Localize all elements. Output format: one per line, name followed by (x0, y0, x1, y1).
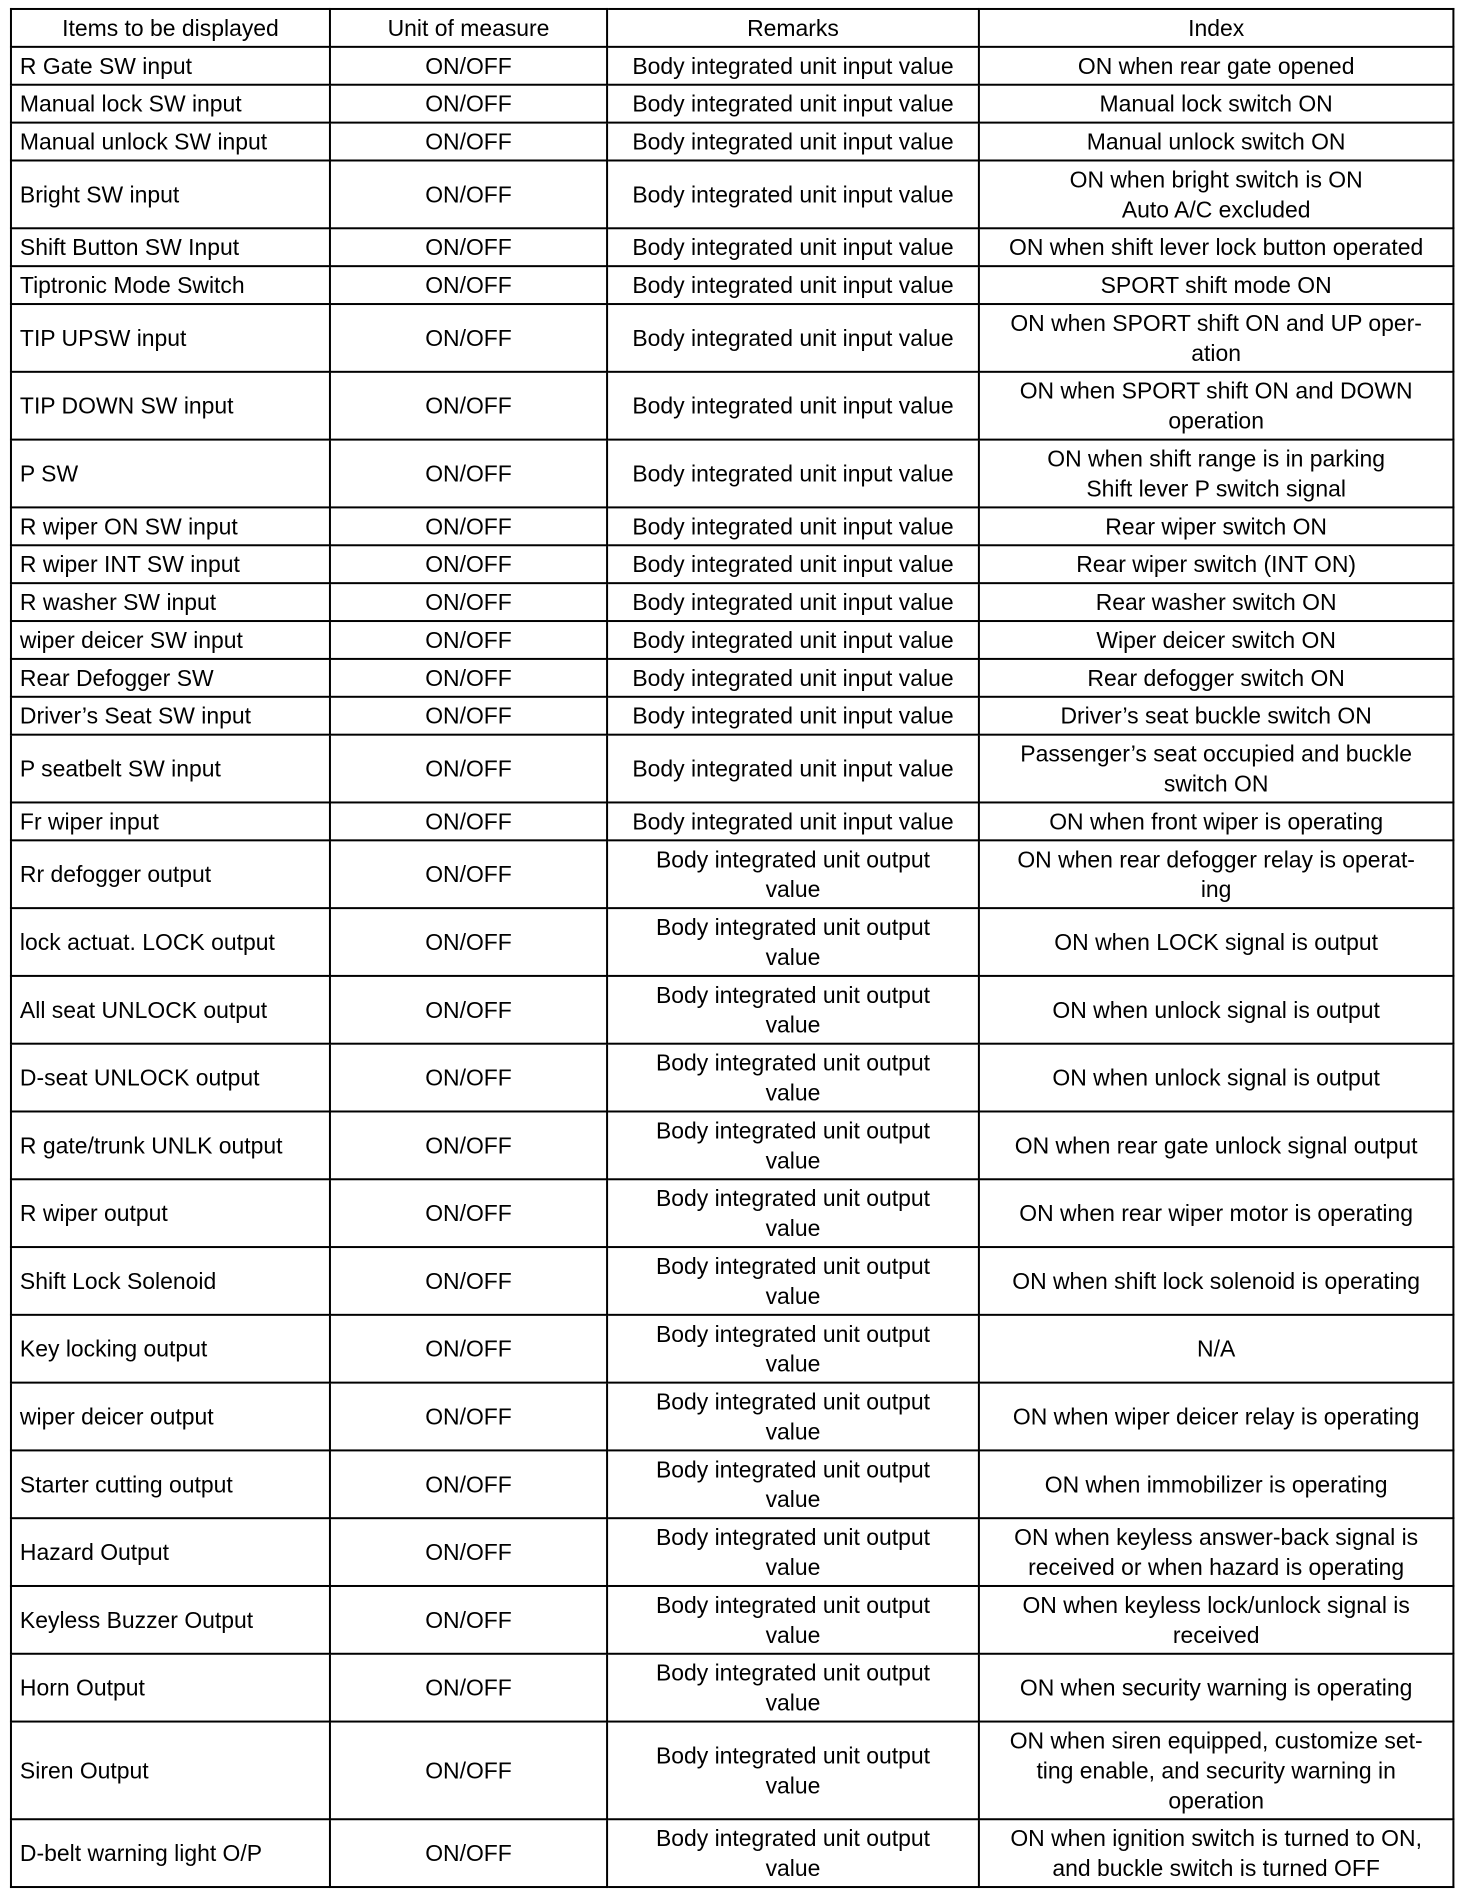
unit-cell: ON/OFF (330, 304, 607, 372)
index-line: ON when shift lock solenoid is operating (1012, 1267, 1421, 1294)
index-cell (979, 1383, 1453, 1451)
unit-cell: ON/OFF (330, 1247, 607, 1315)
index-line: Manual unlock switch ON (1086, 128, 1346, 155)
remarks-line: Body integrated unit input value (632, 52, 954, 79)
index-line: received (1172, 1621, 1260, 1648)
index-line: ON when rear gate opened (1077, 52, 1355, 79)
index-cell (979, 507, 1453, 545)
item-name-cell: Driver’s Seat SW input (11, 697, 330, 735)
remarks-line: Body integrated unit output (655, 1524, 931, 1551)
remarks-line: Body integrated unit output (655, 981, 931, 1008)
remarks-cell (607, 908, 979, 976)
remarks-cell (607, 976, 979, 1044)
data-item-table (10, 8, 1454, 1888)
remarks-line: value (765, 1147, 821, 1174)
remarks-line: value (765, 1418, 821, 1445)
index-cell (979, 545, 1453, 583)
item-name-cell: wiper deicer SW input (11, 621, 330, 659)
index-line: received or when hazard is operating (1028, 1554, 1405, 1580)
remarks-cell (607, 621, 979, 659)
remarks-cell (607, 440, 979, 508)
index-cell (979, 1654, 1453, 1722)
remarks-cell (607, 1819, 979, 1887)
index-cell (979, 228, 1453, 266)
unit-cell: ON/OFF (330, 1044, 607, 1112)
unit-cell: ON/OFF (330, 440, 607, 508)
index-line: Rear defogger switch ON (1087, 664, 1345, 691)
table-row (11, 304, 1453, 372)
remarks-line: Body integrated unit input value (632, 808, 954, 835)
unit-cell: ON/OFF (330, 697, 607, 735)
index-line: ing (1200, 876, 1232, 903)
unit-cell: ON/OFF (330, 228, 607, 266)
remarks-cell (607, 1518, 979, 1586)
remarks-cell (607, 160, 979, 228)
unit-cell: ON/OFF (330, 85, 607, 123)
index-line: ting enable, and security warning in (1036, 1757, 1396, 1784)
table-row (11, 735, 1453, 803)
item-name-cell: Key locking output (11, 1315, 330, 1383)
unit-cell: ON/OFF (330, 266, 607, 304)
remarks-line: Body integrated unit output (655, 1388, 931, 1415)
remarks-line: value (765, 1282, 821, 1309)
index-line: ON when siren equipped, customize set- (1009, 1727, 1423, 1754)
item-name-cell: R washer SW input (11, 583, 330, 621)
remarks-line: value (765, 1621, 821, 1648)
index-cell (979, 1315, 1453, 1383)
index-line: ON when bright switch is ON (1069, 166, 1363, 193)
remarks-cell (607, 304, 979, 372)
remarks-line: value (765, 1486, 821, 1513)
table-row (11, 1383, 1453, 1451)
item-name-cell: R wiper INT SW input (11, 545, 330, 583)
unit-cell: ON/OFF (330, 735, 607, 803)
unit-cell: ON/OFF (330, 123, 607, 161)
header-unit: Unit of measure (330, 9, 607, 47)
item-name-cell: Siren Output (11, 1722, 330, 1820)
table-row (11, 266, 1453, 304)
remarks-line: Body integrated unit output (655, 1320, 931, 1347)
table-row (11, 372, 1453, 440)
remarks-cell (607, 85, 979, 123)
remarks-cell (607, 802, 979, 840)
remarks-line: Body integrated unit output (655, 1456, 931, 1483)
index-cell (979, 621, 1453, 659)
table-row (11, 1044, 1453, 1112)
table-row (11, 659, 1453, 697)
remarks-line: Body integrated unit input value (632, 324, 954, 351)
unit-cell: ON/OFF (330, 1518, 607, 1586)
unit-cell: ON/OFF (330, 1179, 607, 1247)
index-line: ON when SPORT shift ON and UP oper- (1010, 310, 1422, 336)
item-name-cell: R wiper output (11, 1179, 330, 1247)
remarks-line: Body integrated unit input value (632, 128, 954, 155)
index-line: ON when front wiper is operating (1049, 808, 1384, 835)
remarks-line: Body integrated unit input value (632, 589, 954, 616)
index-line: ON when immobilizer is operating (1044, 1471, 1388, 1498)
table-row (11, 976, 1453, 1044)
unit-cell: ON/OFF (330, 1450, 607, 1518)
item-name-cell: R wiper ON SW input (11, 507, 330, 545)
index-cell (979, 583, 1453, 621)
unit-cell: ON/OFF (330, 583, 607, 621)
index-line: Shift lever P switch signal (1086, 475, 1346, 502)
item-name-cell: Manual unlock SW input (11, 123, 330, 161)
index-line: ON when keyless lock/unlock signal is (1022, 1591, 1410, 1618)
table-row (11, 1111, 1453, 1179)
remarks-line: value (765, 876, 821, 903)
remarks-cell (607, 1383, 979, 1451)
table-row (11, 1247, 1453, 1315)
index-cell (979, 160, 1453, 228)
remarks-line: Body integrated unit input value (632, 627, 954, 653)
remarks-line: Body integrated unit output (655, 1659, 931, 1686)
header-remarks: Remarks (607, 9, 979, 47)
index-cell (979, 1179, 1453, 1247)
table-row (11, 621, 1453, 659)
index-line: ON when rear wiper motor is operating (1019, 1200, 1414, 1227)
item-name-cell: TIP UPSW input (11, 304, 330, 372)
table-row (11, 697, 1453, 735)
remarks-line: Body integrated unit input value (632, 664, 954, 691)
item-name-cell: Fr wiper input (11, 802, 330, 840)
table-row (11, 507, 1453, 545)
item-name-cell: lock actuat. LOCK output (11, 908, 330, 976)
remarks-line: Body integrated unit output (655, 1825, 931, 1852)
item-name-cell: Starter cutting output (11, 1450, 330, 1518)
item-name-cell: Hazard Output (11, 1518, 330, 1586)
unit-cell: ON/OFF (330, 545, 607, 583)
remarks-line: Body integrated unit input value (632, 272, 954, 299)
index-line: operation (1168, 1787, 1264, 1814)
index-line: Auto A/C excluded (1121, 196, 1311, 223)
index-line: ON when shift lever lock button operated (1009, 234, 1424, 261)
index-line: SPORT shift mode ON (1100, 272, 1332, 299)
unit-cell: ON/OFF (330, 1586, 607, 1654)
item-name-cell: Keyless Buzzer Output (11, 1586, 330, 1654)
table-row (11, 47, 1453, 85)
index-cell (979, 908, 1453, 976)
index-cell (979, 1111, 1453, 1179)
remarks-cell (607, 507, 979, 545)
index-cell (979, 47, 1453, 85)
unit-cell: ON/OFF (330, 1722, 607, 1820)
unit-cell: ON/OFF (330, 47, 607, 85)
index-cell (979, 440, 1453, 508)
remarks-line: value (765, 1855, 821, 1882)
index-line: ON when SPORT shift ON and DOWN (1019, 377, 1413, 404)
index-line: ation (1191, 339, 1242, 366)
index-cell (979, 304, 1453, 372)
remarks-cell (607, 1044, 979, 1112)
index-cell (979, 1819, 1453, 1887)
unit-cell: ON/OFF (330, 1315, 607, 1383)
item-name-cell: Rear Defogger SW (11, 659, 330, 697)
remarks-line: Body integrated unit output (655, 846, 931, 873)
unit-cell: ON/OFF (330, 976, 607, 1044)
unit-cell: ON/OFF (330, 1111, 607, 1179)
index-line: and buckle switch is turned OFF (1052, 1855, 1380, 1882)
remarks-cell (607, 1111, 979, 1179)
remarks-line: Body integrated unit output (655, 1253, 931, 1279)
index-line: Driver’s seat buckle switch ON (1060, 702, 1372, 729)
item-name-cell: Shift Lock Solenoid (11, 1247, 330, 1315)
index-cell (979, 372, 1453, 440)
index-cell (979, 802, 1453, 840)
remarks-cell (607, 545, 979, 583)
unit-cell: ON/OFF (330, 1819, 607, 1887)
index-cell (979, 85, 1453, 123)
unit-cell: ON/OFF (330, 621, 607, 659)
remarks-line: Body integrated unit output (655, 1049, 931, 1076)
unit-cell: ON/OFF (330, 507, 607, 545)
remarks-cell (607, 1722, 979, 1820)
item-name-cell: Horn Output (11, 1654, 330, 1722)
index-line: ON when unlock signal is output (1052, 1064, 1380, 1091)
remarks-line: value (765, 1772, 821, 1799)
table-row (11, 1586, 1453, 1654)
table-row (11, 802, 1453, 840)
index-line: Manual lock switch ON (1099, 90, 1333, 117)
remarks-line: Body integrated unit input value (632, 513, 954, 540)
remarks-line: Body integrated unit output (655, 1742, 931, 1769)
remarks-line: value (765, 1215, 821, 1242)
table-row (11, 440, 1453, 508)
index-line: ON when wiper deicer relay is operating (1012, 1403, 1420, 1430)
index-cell (979, 1586, 1453, 1654)
index-line: Rear wiper switch ON (1105, 513, 1327, 540)
item-name-cell: P seatbelt SW input (11, 735, 330, 803)
remarks-cell (607, 266, 979, 304)
header-items: Items to be displayed (11, 9, 330, 47)
table-row (11, 545, 1453, 583)
table-row (11, 1315, 1453, 1383)
remarks-cell (607, 1450, 979, 1518)
unit-cell: ON/OFF (330, 372, 607, 440)
item-name-cell: Shift Button SW Input (11, 228, 330, 266)
remarks-line: Body integrated unit output (655, 1185, 931, 1212)
table-row (11, 1518, 1453, 1586)
remarks-line: Body integrated unit input value (632, 755, 954, 782)
remarks-line: value (765, 1554, 821, 1580)
unit-cell: ON/OFF (330, 659, 607, 697)
index-line: ON when unlock signal is output (1052, 996, 1380, 1023)
remarks-line: Body integrated unit input value (632, 702, 954, 729)
table-row (11, 123, 1453, 161)
index-cell (979, 1450, 1453, 1518)
index-cell (979, 1247, 1453, 1315)
unit-cell: ON/OFF (330, 840, 607, 908)
unit-cell: ON/OFF (330, 802, 607, 840)
item-name-cell: R gate/trunk UNLK output (11, 1111, 330, 1179)
remarks-line: value (765, 1079, 821, 1106)
index-line: switch ON (1163, 770, 1269, 797)
remarks-cell (607, 840, 979, 908)
remarks-cell (607, 1315, 979, 1383)
item-name-cell: wiper deicer output (11, 1383, 330, 1451)
table-row (11, 228, 1453, 266)
remarks-line: Body integrated unit input value (632, 392, 954, 419)
table-row (11, 908, 1453, 976)
unit-cell: ON/OFF (330, 1383, 607, 1451)
index-cell (979, 659, 1453, 697)
table-row (11, 1819, 1453, 1887)
remarks-line: Body integrated unit input value (632, 181, 954, 208)
remarks-line: value (765, 944, 821, 970)
table-row (11, 840, 1453, 908)
remarks-cell (607, 735, 979, 803)
index-line: ON when shift range is in parking (1047, 445, 1386, 472)
index-cell (979, 735, 1453, 803)
index-cell (979, 840, 1453, 908)
remarks-line: value (765, 1689, 821, 1716)
unit-cell: ON/OFF (330, 1654, 607, 1722)
item-name-cell: Tiptronic Mode Switch (11, 266, 330, 304)
item-name-cell: D-belt warning light O/P (11, 1819, 330, 1887)
remarks-line: Body integrated unit output (655, 1117, 931, 1144)
item-name-cell: TIP DOWN SW input (11, 372, 330, 440)
header-index: Index (979, 9, 1453, 47)
remarks-line: Body integrated unit input value (632, 551, 954, 578)
remarks-cell (607, 659, 979, 697)
index-line: Passenger’s seat occupied and buckle (1020, 740, 1413, 767)
unit-cell: ON/OFF (330, 160, 607, 228)
table-row (11, 1450, 1453, 1518)
index-cell (979, 123, 1453, 161)
index-line: ON when rear defogger relay is operat- (1017, 846, 1415, 873)
index-line: ON when LOCK signal is output (1054, 929, 1378, 955)
remarks-cell (607, 1247, 979, 1315)
index-cell (979, 976, 1453, 1044)
table-row (11, 1654, 1453, 1722)
remarks-cell (607, 1179, 979, 1247)
table-row (11, 1722, 1453, 1820)
remarks-cell (607, 228, 979, 266)
remarks-cell (607, 583, 979, 621)
remarks-cell (607, 372, 979, 440)
header-row (11, 9, 1453, 47)
remarks-line: Body integrated unit input value (632, 460, 954, 487)
remarks-cell (607, 697, 979, 735)
remarks-line: value (765, 1350, 821, 1377)
item-name-cell: R Gate SW input (11, 47, 330, 85)
table-row (11, 1179, 1453, 1247)
item-name-cell: Bright SW input (11, 160, 330, 228)
index-line: ON when keyless answer-back signal is (1014, 1524, 1419, 1551)
table-row (11, 160, 1453, 228)
remarks-line: Body integrated unit input value (632, 234, 954, 261)
index-line: Rear washer switch ON (1095, 589, 1337, 616)
index-line: Wiper deicer switch ON (1096, 627, 1336, 653)
remarks-cell (607, 123, 979, 161)
item-name-cell: Rr defogger output (11, 840, 330, 908)
remarks-line: Body integrated unit output (655, 1591, 931, 1618)
remarks-line: value (765, 1011, 821, 1038)
index-line: operation (1168, 407, 1264, 434)
item-name-cell: All seat UNLOCK output (11, 976, 330, 1044)
remarks-cell (607, 1654, 979, 1722)
index-cell (979, 266, 1453, 304)
remarks-cell (607, 47, 979, 85)
index-cell (979, 1044, 1453, 1112)
item-name-cell: D-seat UNLOCK output (11, 1044, 330, 1112)
item-name-cell: Manual lock SW input (11, 85, 330, 123)
index-line: Rear wiper switch (INT ON) (1076, 551, 1357, 578)
unit-cell: ON/OFF (330, 908, 607, 976)
index-cell (979, 1722, 1453, 1820)
index-cell (979, 1518, 1453, 1586)
table-row (11, 583, 1453, 621)
table-row (11, 85, 1453, 123)
remarks-line: Body integrated unit output (655, 914, 931, 941)
index-line: ON when ignition switch is turned to ON, (1010, 1825, 1422, 1852)
remarks-cell (607, 1586, 979, 1654)
item-name-cell: P SW (11, 440, 330, 508)
index-line: ON when security warning is operating (1019, 1674, 1413, 1701)
index-cell (979, 697, 1453, 735)
index-line: N/A (1197, 1335, 1236, 1362)
remarks-line: Body integrated unit input value (632, 90, 954, 117)
index-line: ON when rear gate unlock signal output (1014, 1132, 1418, 1159)
